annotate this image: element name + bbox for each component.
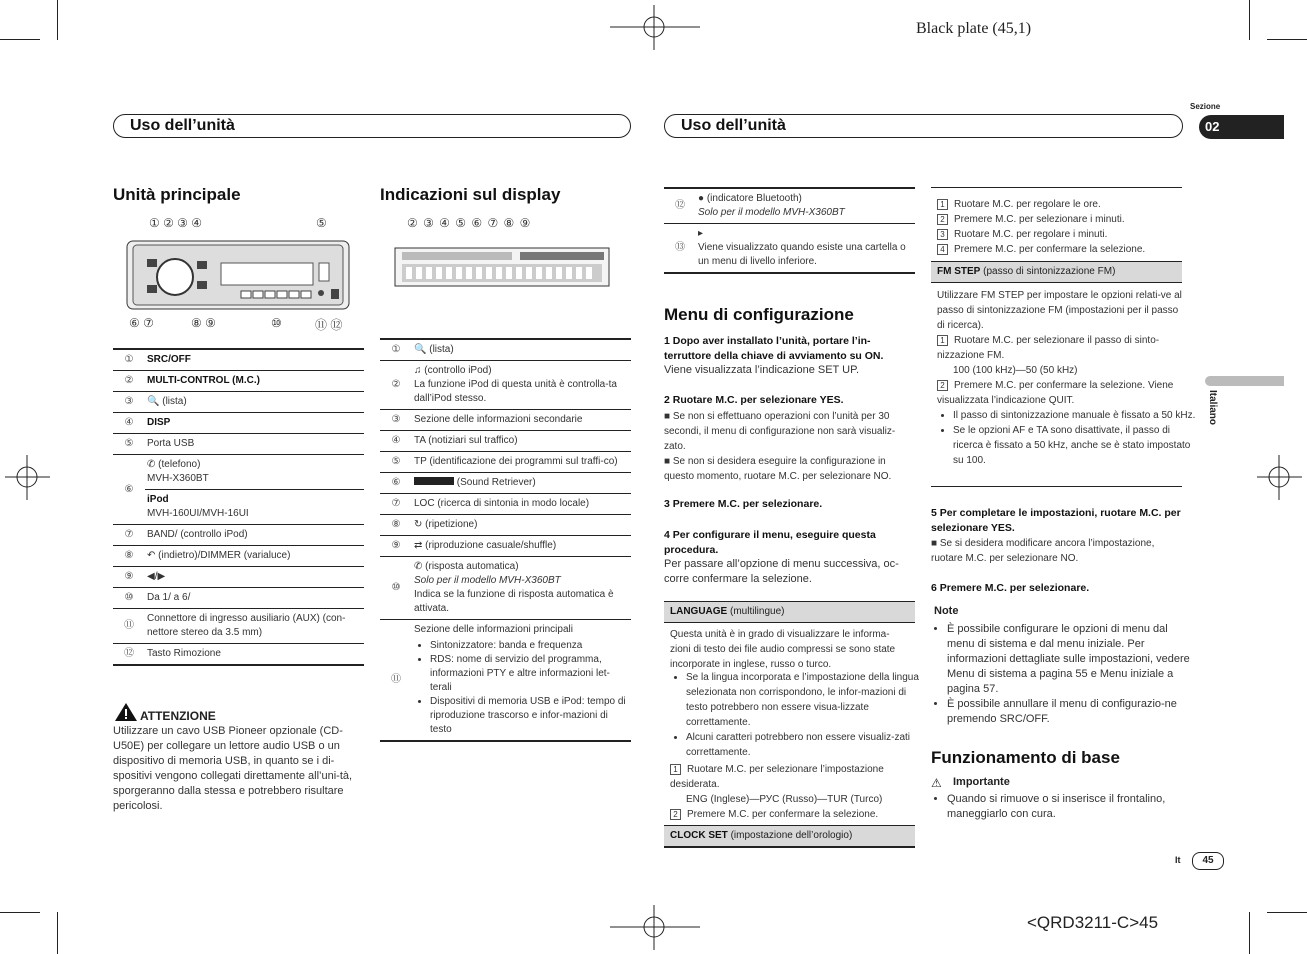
- table-row: ⑪ Sezione delle informazioni principali • Sintonizzatore: banda e frequenza • RDS: nome di servizio del programma, informazioni PTY e altre informazioni let-terali • Dispositivi di memoria USB e iPod: tempo di riproduzione trascorso e infor-mazioni di testo: [380, 620, 631, 742]
- step-4-text: Per passare all’opzione di menu successiva, oc-corre confermare la selezione.: [664, 558, 899, 585]
- bluetooth-icon: ●: [698, 193, 705, 204]
- registration-mark-icon: [610, 5, 700, 50]
- language-tab: [1205, 376, 1284, 386]
- table-row: ⑤ Porta USB: [113, 434, 364, 455]
- table-row: ⑥ ✆ (telefono) MVH-X360BT iPod MVH-160UI/MVH-16UI: [113, 455, 364, 525]
- fm-bullets: • Il passo di sintonizzazione manuale è fissato a 50 kHz. • Se le opzioni AF e TA sono disattivate, il passo di ricerca è fissato a 50 kHz, anche se è stato impostato su 100.: [937, 408, 1198, 468]
- basic-operation-title: Funzionamento di base: [931, 748, 1120, 767]
- language-label: Italiano: [1207, 390, 1218, 426]
- step-4: 4 Per configurare il menu, eseguire questa procedura.: [664, 529, 876, 556]
- table-row: ⑩ ✆ (risposta automatica) Solo per il modello MVH-X360BT Indica se la funzione di risposta automatica è attivata.: [380, 557, 631, 620]
- step-5-note: ■ Se si desidera modificare ancora l’impostazione, ruotare M.C. per selezionare NO.: [931, 538, 1155, 564]
- back-icon: ↶: [147, 550, 156, 561]
- footer-lang: It: [1175, 855, 1181, 865]
- crop-mark: [1267, 39, 1307, 40]
- callouts: ⑤: [316, 216, 327, 230]
- table-row: ③ Sezione delle informazioni secondarie: [380, 410, 631, 431]
- callouts: ⑩: [271, 316, 282, 330]
- table-row: ⑧ ↶ (indietro)/DIMMER (varialuce): [113, 546, 364, 567]
- crop-mark: [57, 912, 58, 954]
- table-row: ⑦ BAND/ (controllo iPod): [113, 525, 364, 546]
- table-row: ② ♫ (controllo iPod) La funzione iPod di questa unità è controlla-ta dall’iPod stesso.: [380, 361, 631, 410]
- divider: [931, 486, 1182, 487]
- table-row: ⑥ (Sound Retriever): [380, 473, 631, 494]
- crop-mark: [0, 912, 40, 913]
- registration-mark-icon: [5, 455, 50, 500]
- fm-step-text: Utilizzare FM STEP per impostare le opzioni relati-ve al passo di sintonizzazione FM (impostazioni per il passo di ricerca).: [937, 290, 1182, 331]
- crop-mark: [57, 0, 58, 40]
- callouts: ⑧ ⑨: [191, 316, 216, 330]
- search-icon: 🔍: [147, 396, 160, 407]
- callouts: ① ② ③ ④: [149, 216, 203, 230]
- table-row: ⑩ Da 1/ a 6/: [113, 588, 364, 609]
- step-2: 2 Ruotare M.C. per selezionare YES.: [664, 394, 844, 406]
- crop-mark: [1249, 0, 1250, 40]
- step-1: 1 Dopo aver installato l’unità, portare l’in-terruttore della chiave di avviamento su ON.: [664, 335, 884, 362]
- callouts: ⑥ ⑦: [129, 316, 154, 330]
- language-step-2: 2 Premere M.C. per confermare la selezione.: [670, 807, 910, 822]
- unit-parts-table: [113, 348, 364, 666]
- plate-label: Black plate (45,1): [916, 20, 1032, 37]
- folder-level-icon: ▸: [698, 228, 704, 239]
- step-6: 6 Premere M.C. per selezionare.: [931, 582, 1090, 594]
- display-title: Indicazioni sul display: [380, 185, 561, 204]
- warning-title: ATTENZIONE: [140, 709, 216, 723]
- section-number-tab: 02: [1199, 115, 1284, 139]
- crop-mark: [1249, 912, 1250, 954]
- table-row: ④ DISP: [113, 413, 364, 434]
- step-2-note: ■ Se non si desidera eseguire la configurazione in questo momento, ruotare M.C. per selezionare NO.: [664, 456, 892, 482]
- table-row: ⑤ TP (identificazione dei programmi sul traffi-co): [380, 452, 631, 473]
- clock-set-header: CLOCK SET (impostazione dell’orologio): [664, 825, 915, 848]
- search-icon: 🔍: [414, 344, 427, 355]
- fm-step-header: FM STEP (passo di sintonizzazione FM): [931, 261, 1182, 283]
- phone-icon: ✆: [147, 459, 156, 470]
- table-row: ③ 🔍 (lista): [113, 392, 364, 413]
- registration-mark-icon: [610, 905, 700, 950]
- table-row: ① SRC/OFF: [113, 349, 364, 371]
- step-2-note: ■ Se non si effettuano operazioni con l’unità per 30 secondi, il menu di configurazione non sarà visualiz-zato.: [664, 411, 896, 452]
- table-row: ⑨ ⇄ (riproduzione casuale/shuffle): [380, 536, 631, 557]
- step-5: 5 Per completare le impostazioni, ruotare M.C. per selezionare YES.: [931, 507, 1181, 534]
- head-unit-illustration: [125, 233, 351, 315]
- table-row: ④ TA (notiziari sul traffico): [380, 431, 631, 452]
- fm-step-1: 1 Ruotare M.C. per selezionare il passo di sinto-nizzazione FM. 100 (100 kHz)—50 (50 kHz): [937, 335, 1160, 376]
- warning-text: Utilizzare un cavo USB Pioneer opzionale (CD-U50E) per collegare un lettore audio USB o un dispositivo di memoria USB, in quanto se i di-spositivi vengono collegati direttamente all’uni-tà, sporgeranno dalla stessa e potrebbero risultare pericolosi.: [113, 725, 353, 812]
- table-row: ① 🔍 (lista): [380, 339, 631, 361]
- table-row: ⑦ LOC (ricerca di sintonia in modo locale): [380, 494, 631, 515]
- section-header-right: Uso dell’unità: [664, 114, 1183, 138]
- important-icon: ⚠: [931, 776, 942, 790]
- divider: [931, 187, 1182, 188]
- table-row: ⑧ ↻ (ripetizione): [380, 515, 631, 536]
- repeat-icon: ↻: [414, 519, 423, 530]
- notes-list: • È possibile configurare le opzioni di menu dal menu di sistema e dal menu iniziale. Per informazioni dettagliate sulle impostazioni, vedere Menu di sistema a pagina 55 e Menu iniziale a pagina 57. • È possibile annullare il menu di configurazio-ne premendo SRC/OFF.: [931, 622, 1197, 727]
- display-illustration: [392, 232, 618, 292]
- page-number: 45: [1192, 852, 1224, 870]
- menu-title: Menu di configurazione: [664, 305, 854, 324]
- auto-answer-icon: ✆: [414, 561, 423, 572]
- sound-retriever-icon: [414, 477, 454, 485]
- table-row: ② MULTI-CONTROL (M.C.): [113, 371, 364, 392]
- language-text: Questa unità è in grado di visualizzare le informa-zioni di testo dei file audio compressi se sono state incorporate in inglese, russo o turco.: [670, 629, 896, 670]
- ipod-control-icon: ♫: [414, 365, 422, 376]
- unit-title: Unità principale: [113, 185, 241, 204]
- important-list: • Quando si rimuove o si inserisce il frontalino, maneggiarlo con cura.: [931, 792, 1197, 822]
- display-indicators-table: [380, 338, 631, 742]
- section-label: Sezione: [1190, 102, 1221, 111]
- callouts: ⑪ ⑫: [315, 318, 343, 332]
- section-header-left: Uso dell’unità: [113, 114, 631, 138]
- language-step-1: 1 Ruotare M.C. per selezionare l’impostazione desiderata. ENG (Inglese)—РУС (Russo)—TUR (Turco): [670, 764, 884, 805]
- table-row: ⑬ ▸ Viene visualizzato quando esiste una cartella o un menu di livello inferiore.: [664, 224, 915, 274]
- registration-mark-icon: [1257, 455, 1302, 500]
- crop-mark: [0, 39, 40, 40]
- callouts: ② ③ ④ ⑤ ⑥ ⑦ ⑧ ⑨: [407, 216, 532, 230]
- fm-step-2: 2 Premere M.C. per confermare la selezione. Viene visualizzata l’indicazione QUIT.: [937, 380, 1174, 406]
- warning-icon: [114, 702, 138, 722]
- document-code: <QRD3211-C>45: [1027, 913, 1159, 932]
- clock-steps: 1 Ruotare M.C. per regolare le ore. 2 Premere M.C. per selezionare i minuti. 3 Ruotare M.C. per regolare i minuti. 4 Premere M.C. per confermare la selezione.: [937, 197, 1182, 257]
- step-3: 3 Premere M.C. per selezionare.: [664, 498, 823, 510]
- display-indicators-table-cont: [664, 187, 915, 274]
- language-header: LANGUAGE (multilingue): [664, 601, 915, 623]
- step-1-text: Viene visualizzata l’indicazione SET UP.: [664, 364, 860, 376]
- table-row: ⑫ Tasto Rimozione: [113, 644, 364, 666]
- language-bullets: • Se la lingua incorporata e l’impostazione della lingua selezionata non corrispondono, le infor-mazioni di testo potrebbero non essere visua-lizzate correttamente. • Alcuni caratteri potrebbero non essere visualiz-zati correttamente.: [670, 670, 926, 760]
- table-row: ⑫ ● (indicatore Bluetooth) Solo per il modello MVH-X360BT: [664, 188, 915, 224]
- shuffle-icon: ⇄: [414, 540, 423, 551]
- crop-mark: [1267, 912, 1307, 913]
- note-title: Note: [934, 605, 959, 617]
- table-row: ⑨ ◀/▶: [113, 567, 364, 588]
- important-title: Importante: [953, 776, 1010, 788]
- table-row: ⑪ Connettore di ingresso ausiliario (AUX) (con-nettore stereo da 3.5 mm): [113, 609, 364, 644]
